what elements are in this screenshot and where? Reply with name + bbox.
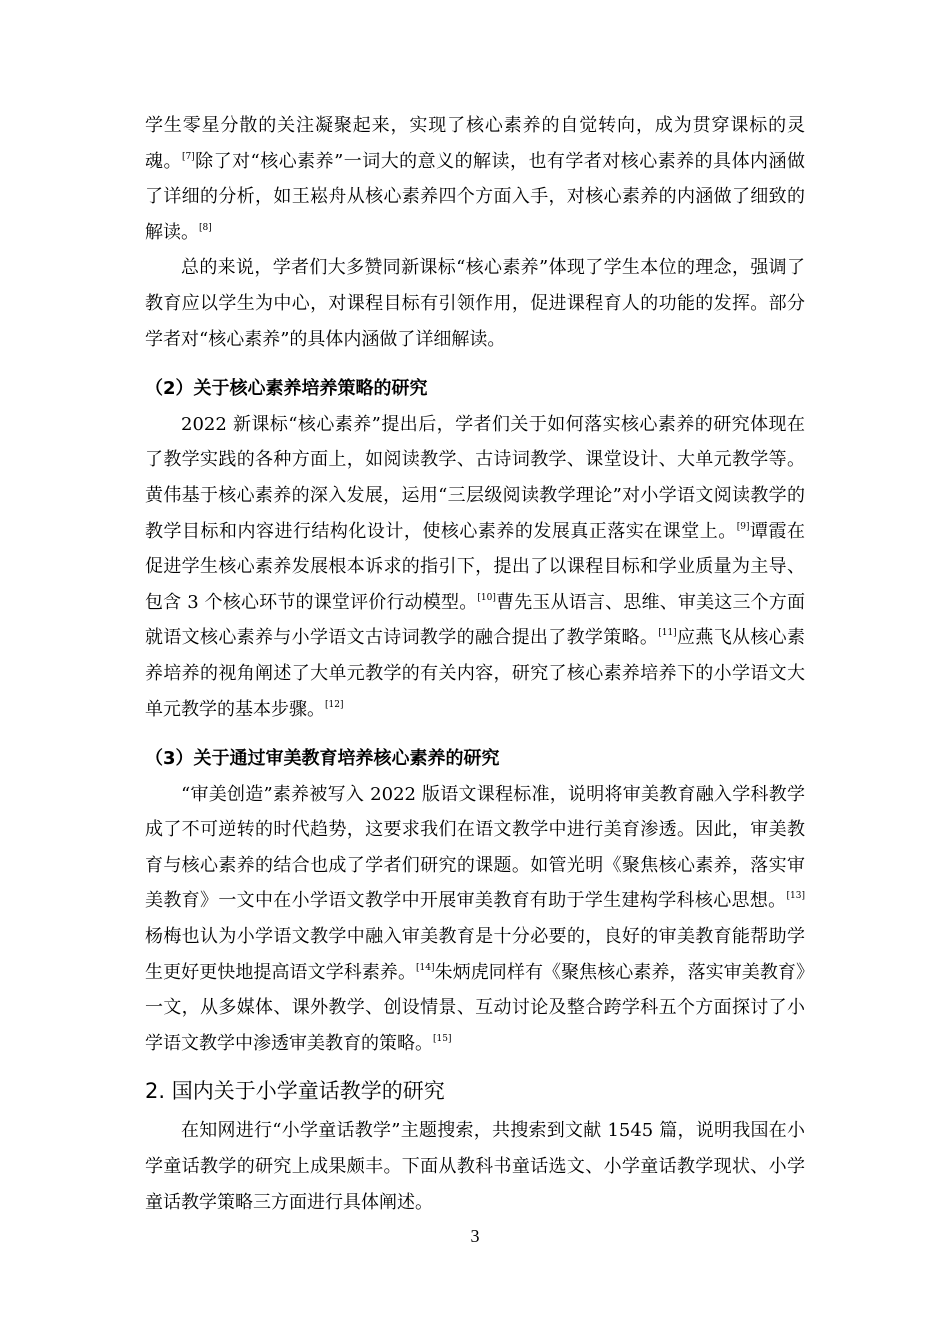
paragraph-strategy-research [145,407,805,727]
text-run: 在知网进行“小学童话教学”主题搜索，共搜索到文献 1545 篇，说明我国在小学童话教学的研究上成果颇丰。下面从教科书童话选文、小学童话教学现状、小学童话教学策略三方面进行具体阐述。 [145,1120,805,1213]
page-content [145,108,805,1220]
text-run: 2022 新课标“核心素养”提出后，学者们关于如何落实核心素养的研究体现在了教学实践的各种方面上，如阅读教学、古诗词教学、课堂设计、大单元教学等。黄伟基于核心素养的深入发展，运用“三层级阅读教学理论”对小学语文阅读教学的教学目标和内容进行结构化设计，使核心素养的发展真正落实在课堂上。 [145,413,805,542]
citation-14: [14] [416,962,435,973]
text-run: 除了对“核心素养”一词大的意义的解读，也有学者对核心素养的具体内涵做了详细的分析，如王崧舟从核心素养四个方面入手，对核心素养的内涵做了细致的解读。 [145,150,805,243]
page-number: 3 [470,1226,480,1246]
paragraph-core-literacy-connotation [145,108,805,250]
citation-10: [10] [477,592,496,603]
section-heading-fairy-tale-teaching: 2. 国内关于小学童话教学的研究 [145,1079,445,1104]
citation-11: [11] [658,628,677,639]
subheading-aesthetic-education: （3）关于通过审美教育培养核心素养的研究 [145,748,500,770]
citation-13: [13] [786,891,805,902]
text-run: “审美创造”素养被写入 2022 版语文课程标准，说明将审美教育融入学科教学成了不可逆转的时代趋势，这要求我们在语文教学中进行美育渗透。因此，审美教育与核心素养的结合也成了学者们研究的课题。如管光明《聚焦核心素养，落实审美教育》一文中在小学语文教学中开展审美教育有助于学生建构学科核心思想。 [145,783,805,912]
citation-7: [7] [181,151,195,162]
citation-15: [15] [433,1033,452,1044]
citation-12: [12] [325,699,344,710]
text-run: 总的来说，学者们大多赞同新课标“核心素养”体现了学生本位的理念，强调了教育应以学生为中心，对课程目标有引领作用，促进课程育人的功能的发挥。部分学者对“核心素养”的具体内涵做了详细解读。 [145,257,805,350]
paragraph-fairy-tale-intro [145,1113,805,1220]
text-run: 应燕飞从核心素养培养的视角阐述了大单元教学的有关内容，研究了核心素养培养下的小学语文大单元教学的基本步骤。 [145,627,806,720]
text-run: 杨梅也认为小学语文教学中融入审美教育是十分必要的，良好的审美教育能帮助学生更好更快地提高语文学科素养。 [145,926,805,983]
text-run: 朱炳虎同样有《聚焦核心素养，落实审美教育》一文，从多媒体、课外教学、创设情景、互动讨论及整合跨学科五个方面探讨了小学语文教学中渗透审美教育的策略。 [145,961,805,1054]
citation-9: [9] [736,521,750,532]
subheading-cultivation-strategy: （2）关于核心素养培养策略的研究 [145,378,428,400]
text-run: 谭霞在促进学生核心素养发展根本诉求的指引下，提出了以课程目标和学业质量为主导、包含 3 个核心环节的课堂评价行动模型。 [145,520,806,613]
paragraph-aesthetic-research [145,777,805,1062]
paragraph-summary [145,250,805,357]
text-run: 曹先玉从语言、思维、审美这三个方面就语文核心素养与小学语文古诗词教学的融合提出了教学策略。 [145,591,805,649]
text-run: 学生零星分散的关注凝聚起来，实现了核心素养的自觉转向，成为贯穿课标的灵魂。 [145,115,805,172]
citation-8: [8] [199,222,212,233]
